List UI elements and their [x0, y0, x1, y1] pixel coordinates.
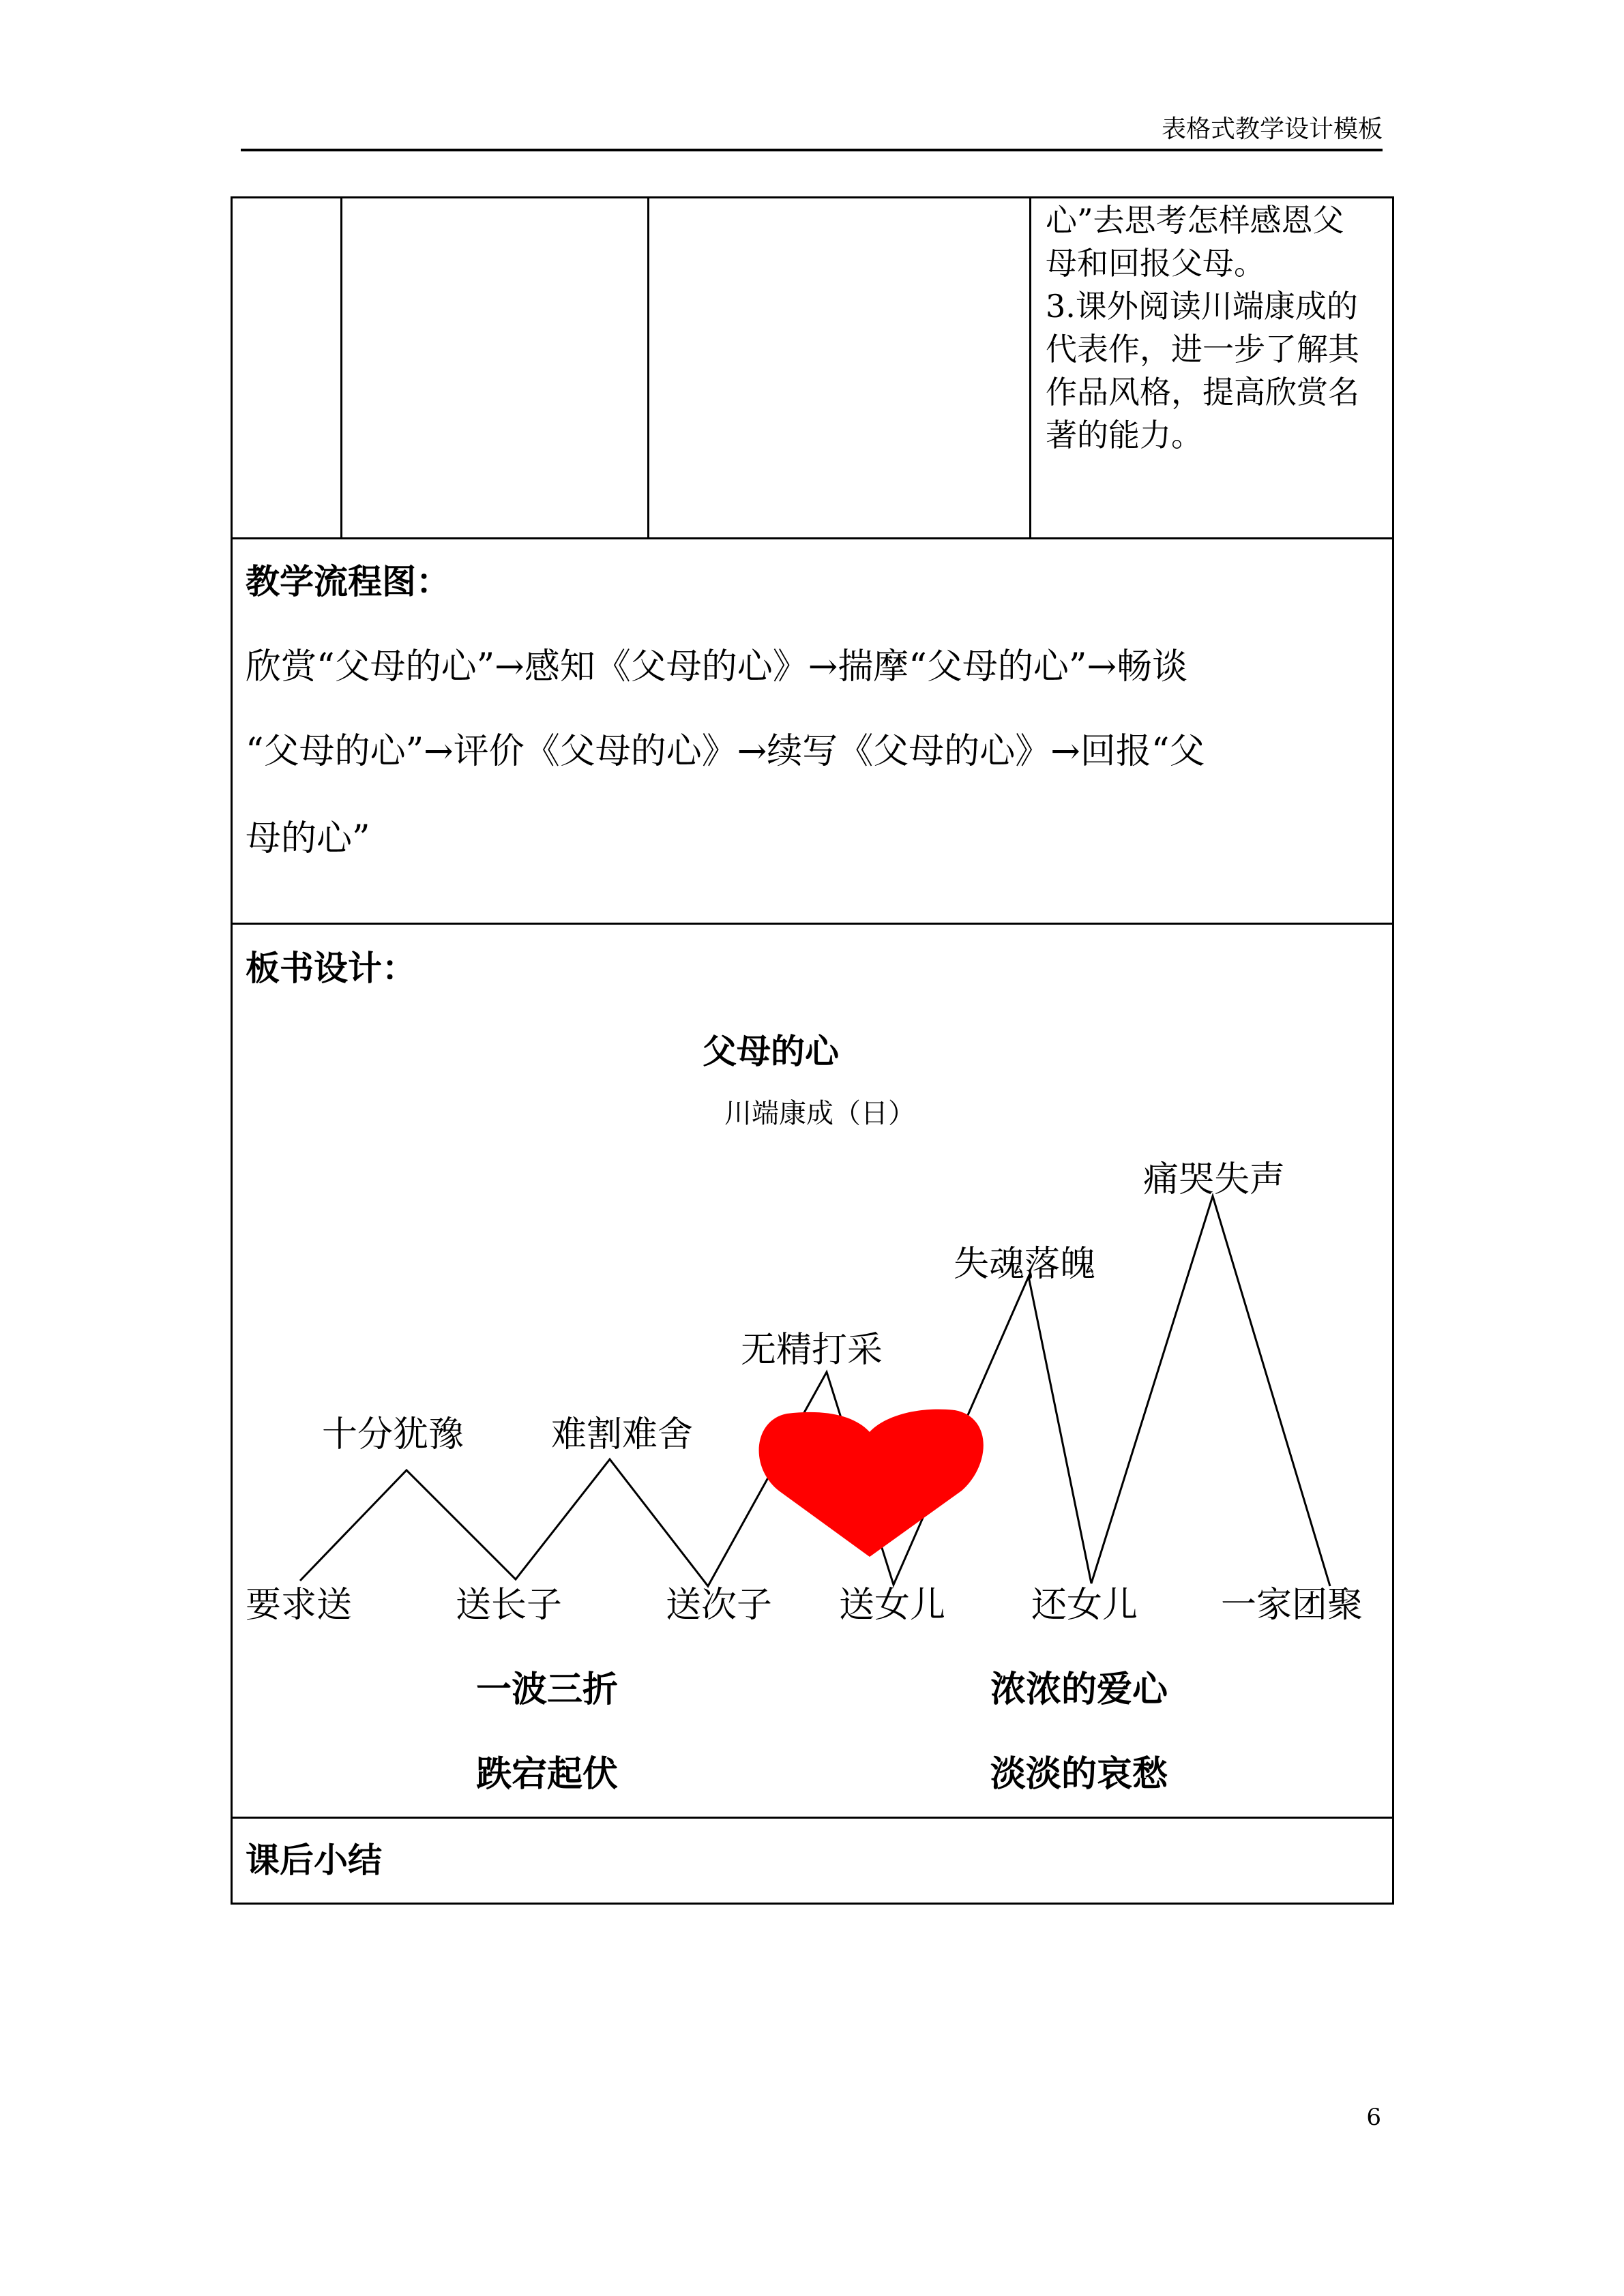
bottom-label: 还女儿	[1031, 1585, 1138, 1626]
board-heading: 板书设计：	[246, 949, 416, 988]
peak-label: 十分犹豫	[322, 1414, 464, 1455]
emotion-zigzag-line	[300, 1196, 1330, 1586]
flow-line: “父母的心”→评价《父母的心》→续写《父母的心》→回报“父	[246, 731, 1205, 772]
heart-icon	[759, 1410, 984, 1557]
flow-heading: 教学流程图：	[246, 562, 450, 601]
flow-line: 欣赏“父母的心”→感知《父母的心》→揣摩“父母的心”→畅谈	[246, 646, 1188, 687]
summary-heading: 课后小结	[246, 1840, 382, 1880]
summary-left-phrase: 一波三折	[476, 1669, 619, 1710]
bottom-label: 送次子	[666, 1585, 773, 1626]
text-line: 心”去思考怎样感恩父	[1046, 202, 1344, 239]
peak-label: 痛哭失声	[1143, 1159, 1286, 1200]
summary-right-phrase: 浓浓的爱心	[990, 1669, 1168, 1710]
header-title: 表格式教学设计模板	[1161, 115, 1383, 143]
board-title: 父母的心	[703, 1032, 839, 1071]
text-line: 著的能力。	[1046, 417, 1202, 453]
text-line: 代表作，进一步了解其	[1046, 331, 1359, 368]
text-line: 母和回报父母。	[1046, 245, 1265, 282]
summary-left-phrase: 跌宕起伏	[476, 1754, 619, 1795]
flow-line: 母的心”	[246, 818, 370, 859]
bottom-label: 送女儿	[839, 1585, 946, 1626]
text-line: 作品风格，提高欣赏名	[1046, 374, 1359, 411]
text-line: 3.课外阅读川端康成的	[1046, 288, 1358, 325]
bottom-label: 要求送	[246, 1585, 353, 1626]
peak-label: 失魂落魄	[954, 1244, 1096, 1285]
summary-right-phrase: 淡淡的哀愁	[990, 1754, 1168, 1795]
bottom-label: 一家团聚	[1221, 1585, 1363, 1626]
board-subtitle: 川端康成（日）	[724, 1098, 915, 1129]
peak-label: 无精打采	[741, 1330, 883, 1371]
page-number: 6	[1366, 2104, 1381, 2131]
peak-label: 难割难舍	[551, 1414, 694, 1455]
bottom-label: 送长子	[456, 1585, 563, 1626]
